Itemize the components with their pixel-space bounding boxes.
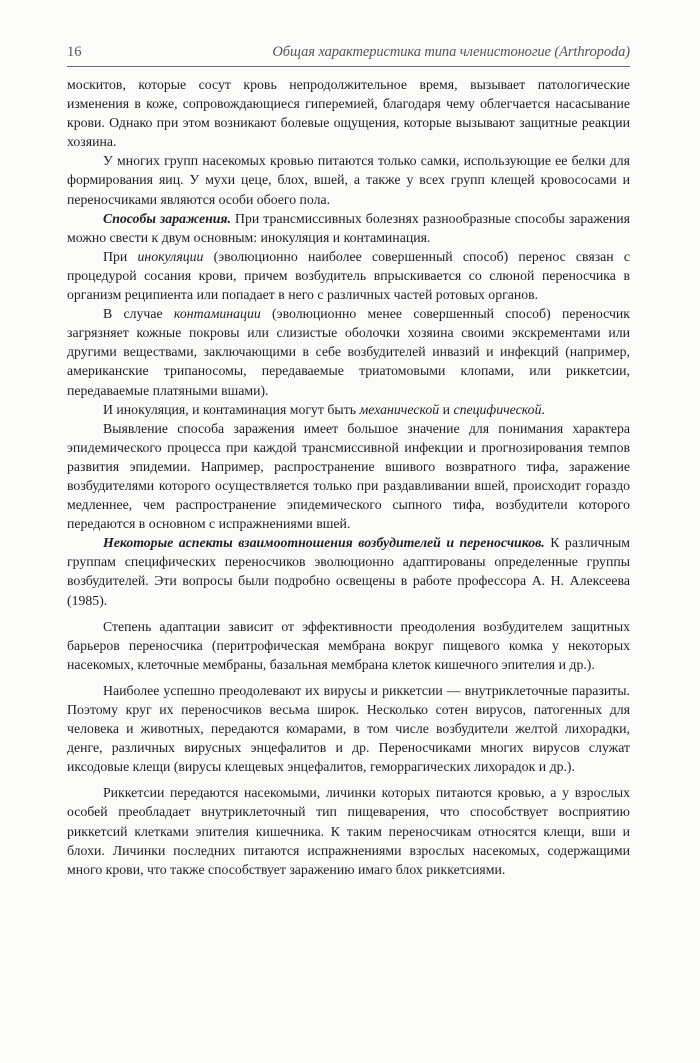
running-title: Общая характеристика типа членистоногие (Arthropoda): [272, 44, 630, 60]
paragraph-8: [67, 533, 630, 609]
page-number: 16: [67, 44, 82, 60]
paragraph-10: Наиболее успешно преодолевают их вирусы и риккетсии — внутриклеточные паразиты. Поэтому круг их переносчиков весьма широк. Несколько сотен вирусов, патогенных для человека и животных, передаются комарами, в том числе возбудители желтой лихорадки, денге, различных вирусных энцефалитов и др. Переносчиками многих вирусов служат иксодовые клещи (вирусы клещевых энцефалитов, геморрагических лихорадок и др.).: [67, 682, 630, 775]
page-header: [67, 44, 630, 61]
paragraph-7: Выявление способа заражения имеет большое значение для понимания характера эпидемического процесса при каждой трансмиссивной инфекции и прогнозирования темпов развития эпидемии. Например, распространение вшивого возвратного тифа, заражение возбудителями которого осуществляется только при раздавливании вшей, происходит гораздо медленнее, чем распространение эпидемического сыпного тифа, возбудители которого передаются в основном с испражнениями вшей.: [67, 420, 630, 532]
paragraph-4-pre: При: [103, 248, 138, 264]
paragraph-6-mid: и: [439, 401, 454, 417]
paragraph-5-pre: В случае: [103, 306, 174, 322]
paragraph-5-text: (эволюционно менее совершенный способ) переносчик загрязняет кожные покровы или слизистые оболочки хозяина своими экскрементами или другими веществами, заключающими в себе возбудителей инвазий и инфекций (например, американские трипаносомы, передаваемые триатомовыми клопами, или риккетсии, передаваемые платяными вшами).: [67, 306, 630, 398]
section-heading-infection-methods: Способы заражения.: [103, 210, 231, 226]
term-mechanical: механической: [359, 401, 440, 417]
paragraph-4: [67, 247, 630, 304]
paragraph-1: москитов, которые сосут кровь непродолжительное время, вызывает патологические изменения в коже, сопровождающиеся гиперемией, благодаря чему облегчается насасывание крови. Однако при этом возникают болевые ощущения, которые вызывают защитные реакции хозяина.: [67, 77, 630, 150]
paragraph-2: У многих групп насекомых кровью питаются только самки, использующие ее белки для формирования яиц. У мухи цеце, блох, вшей, а также у всех групп клещей кровососами и переносчиками являются особи обоего пола.: [67, 153, 630, 207]
paragraph-6: [67, 400, 630, 419]
term-inoculation: инокуляции: [137, 248, 204, 264]
paragraph-3: [67, 209, 630, 247]
paragraph-8-text: К различным группам специфических переносчиков эволюционно адаптированы определенные группы возбудителей. Эти вопросы были подробно освещены в работе профессора А. Н. Алексеева (1985).: [67, 535, 630, 608]
term-contamination: контаминации: [173, 306, 261, 322]
paragraph-6-end: .: [541, 401, 545, 417]
term-specific: специфической: [453, 401, 542, 417]
paragraph-6-pre: И инокуляция, и контаминация могут быть: [103, 401, 360, 417]
header-rule: [67, 66, 630, 67]
paragraph-5: [67, 304, 630, 399]
paragraph-4-text: (эволюционно наиболее совершенный способ) перенос связан с процедурой сосания крови, причем возбудитель впрыскивается со слюной переносчика в организм реципиента или попадает в него с различных частей ротовых органов.: [67, 248, 630, 303]
paragraph-9: Степень адаптации зависит от эффективности преодоления возбудителем защитных барьеров переносчика (перитрофическая мембрана вокруг пищевого комка у некоторых насекомых, клеточные мембраны, базальная мембрана клеток кишечного эпителия и др.).: [67, 618, 630, 672]
paragraph-11: Риккетсии передаются насекомыми, личинки которых питаются кровью, а у взрослых особей преобладает внутриклеточный тип пищеварения, что способствует восприятию риккетсий клетками эпителия кишечника. К таким переносчикам относятся клещи, вши и блохи. Личинки последних питаются испражнениями взрослых насекомых, содержащими много крови, что также способствует заражению имаго блох риккетсиями.: [67, 785, 630, 877]
body-text: [67, 75, 630, 879]
paragraph-3-text: При трансмиссивных болезнях разнообразные способы заражения можно свести к двум основным: инокуляция и контаминация.: [67, 210, 631, 245]
section-heading-pathogen-vector-relations: Некоторые аспекты взаимоотношения возбудителей и переносчиков.: [103, 535, 545, 551]
